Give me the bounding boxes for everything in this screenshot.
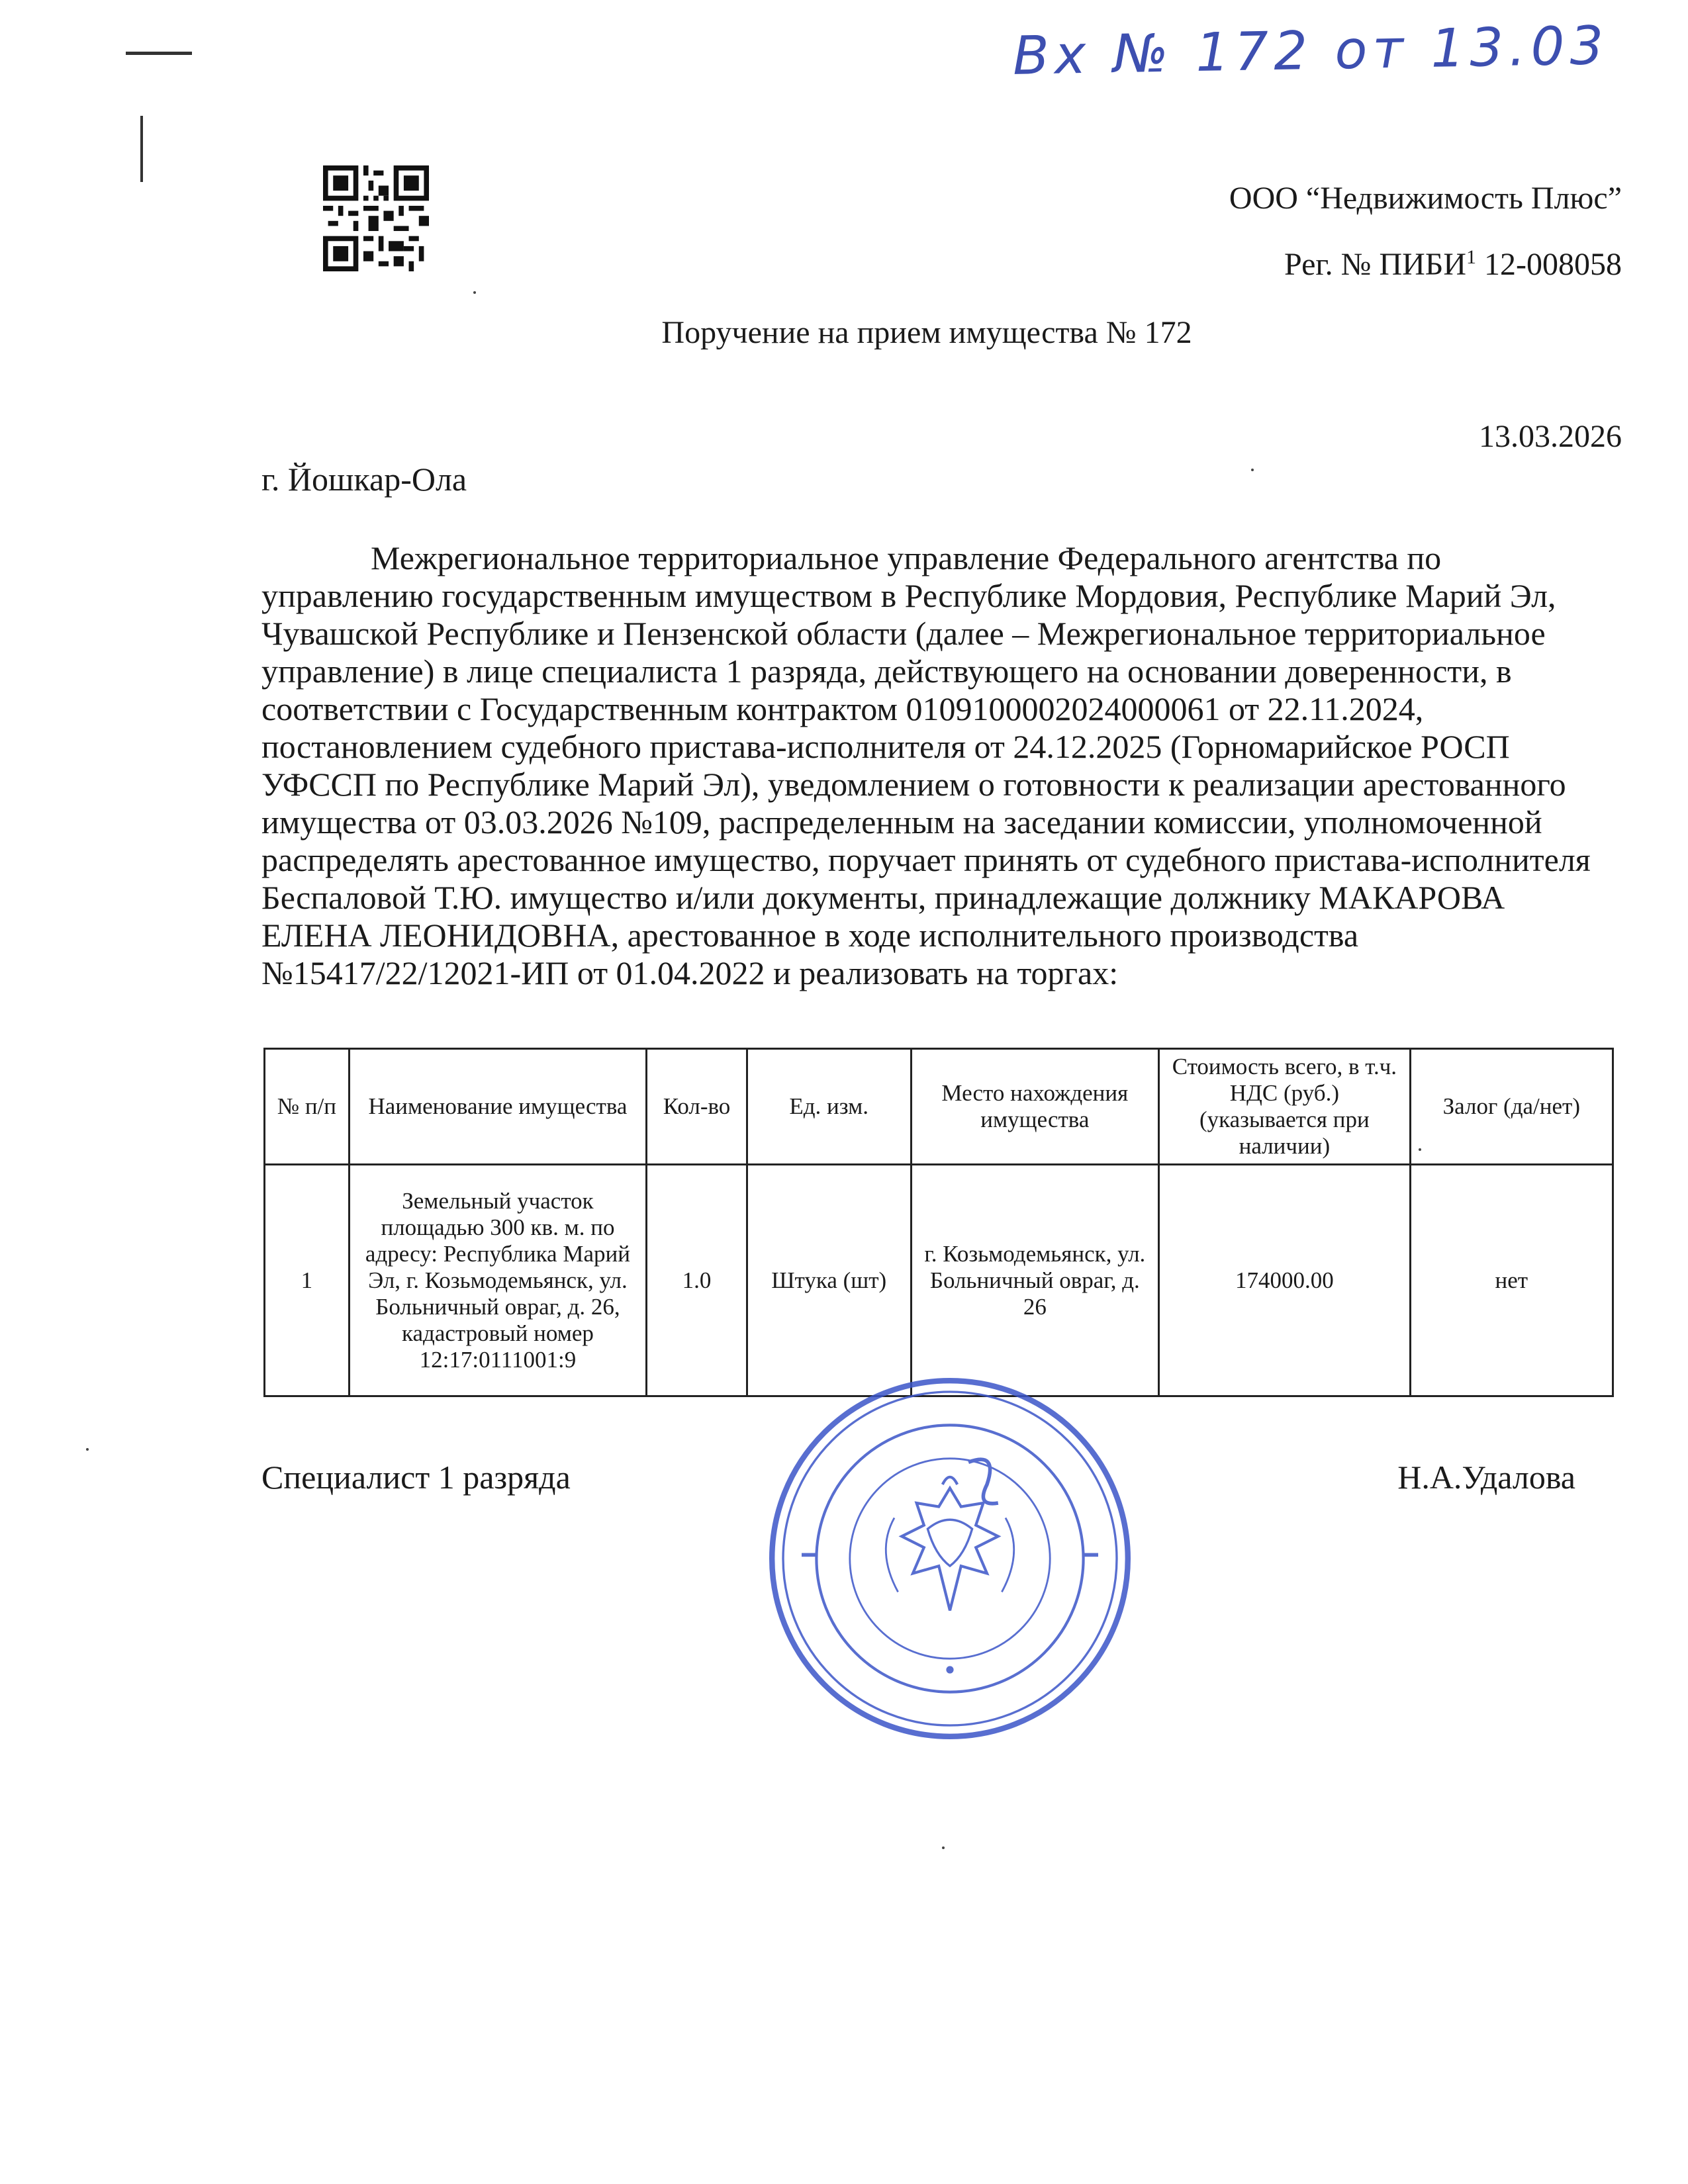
header-property-name: Наименование имущества xyxy=(349,1049,646,1165)
header-cost: Стоимость всего, в т.ч. НДС (руб.) (указывается при наличии) xyxy=(1159,1049,1410,1165)
cell-number: 1 xyxy=(265,1165,350,1396)
header-unit: Ед. изм. xyxy=(747,1049,911,1165)
scan-speck xyxy=(942,1846,945,1849)
header-pledge: Залог (да/нет) xyxy=(1410,1049,1613,1165)
cell-quantity: 1.0 xyxy=(647,1165,747,1396)
document-body: Межрегиональное территориальное управление Федерального агентства по управлению государственным имуществом в Республике Мордовия, Республике Марий Эл, Чувашской Республике и Пензенской области (далее – Межрегиональное территориальное управление) в лице специалиста 1 разряда, действующего на основании доверенности, в соответствии с Государственным контрактом 0109100002024000061 от 22.11.2024, постановлением судебного пристава-исполнителя от 24.12.2025 (Горномарийское РОСП УФССП по Республике Марий Эл), уведомлением о готовности к реализации арестованного имущества от 03.03.2026 №109, распределенным на заседании комиссии, уполномоченной распределять арестованное имущество, поручает принять от судебного пристава-исполнителя Беспаловой Т.Ю. имущество и/или документы, принадлежащие должнику МАКАРОВА ЕЛЕНА ЛЕОНИДОВНА, арестованное в ходе исполнительного производства №15417/22/12021-ИП от 01.04.2022 и реализовать на торгах: xyxy=(261,539,1591,991)
official-seal-icon xyxy=(765,1373,1135,1744)
registration-number xyxy=(1284,246,1622,283)
document-date: 13.03.2026 xyxy=(1479,419,1622,454)
table-row xyxy=(265,1165,1613,1396)
header-number: № п/п xyxy=(265,1049,350,1165)
header-location: Место нахождения имущества xyxy=(911,1049,1159,1165)
scan-speck xyxy=(473,291,476,294)
handwritten-incoming-note: Вх № 172 от 13.03 xyxy=(1012,15,1610,87)
cell-location: г. Козьмодемьянск, ул. Больничный овраг, д. 26 xyxy=(911,1165,1159,1396)
signer-position: Специалист 1 разряда xyxy=(261,1459,571,1496)
header-quantity: Кол-во xyxy=(647,1049,747,1165)
scan-speck xyxy=(1251,469,1254,471)
scan-speck xyxy=(1419,1148,1421,1151)
signer-name: Н.А.Удалова xyxy=(1397,1459,1575,1496)
table-header-row xyxy=(265,1049,1613,1165)
cell-pledge: нет xyxy=(1410,1165,1613,1396)
cell-unit: Штука (шт) xyxy=(747,1165,911,1396)
registration-prefix: Рег. № ПИБИ xyxy=(1284,247,1467,282)
scan-speck xyxy=(86,1448,89,1451)
registration-value: 12-008058 xyxy=(1476,247,1622,282)
cell-property-name: Земельный участок площадью 300 кв. м. по адресу: Республика Марий Эл, г. Козьмодемьянск, ул. Больничный овраг, д. 26, кадастровый номер 12:17:0111001:9 xyxy=(349,1165,646,1396)
qr-code-icon xyxy=(323,165,429,271)
document-city: г. Йошкар-Ола xyxy=(261,461,467,498)
margin-mark-horizontal xyxy=(126,52,192,55)
property-table xyxy=(263,1048,1614,1397)
recipient-organization: ООО “Недвижимость Плюс” xyxy=(1229,181,1622,216)
cell-cost: 174000.00 xyxy=(1159,1165,1410,1396)
margin-mark-vertical xyxy=(140,116,143,182)
footnote-mark: 1 xyxy=(1466,246,1477,268)
document-title: Поручение на прием имущества № 172 xyxy=(661,315,1192,350)
